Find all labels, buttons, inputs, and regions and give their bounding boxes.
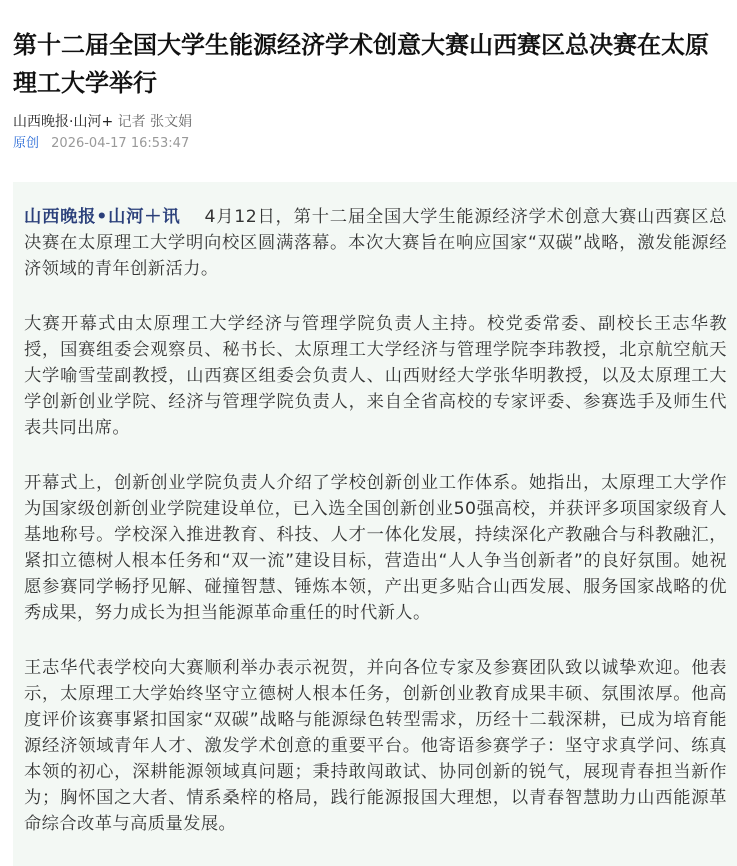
article-body xyxy=(13,182,737,866)
paragraph-2: 大赛开幕式由太原理工大学经济与管理学院负责人主持。校党委常委、副校长王志华教授，国赛组委会观察员、秘书长、太原理工大学经济与管理学院李玮教授，北京航空航天大学喻雪莹副教授，山西赛区组委会负责人、山西财经大学张华明教授，以及太原理工大学创新创业学院、经济与管理学院负责人，来自全省高校的专家评委、参赛选手及师生代表共同出席。 xyxy=(24,314,727,438)
lead-source: 山西晚报•山河＋讯 xyxy=(24,207,181,227)
article-title: 第十二届全国大学生能源经济学术创意大赛山西赛区总决赛在太原理工大学举行 xyxy=(13,31,709,97)
source-name[interactable]: 山西晚报·山河+ xyxy=(13,114,114,130)
paragraph-1-text: 4月12日，第十二届全国大学生能源经济学术创意大赛山西赛区总决赛在太原理工大学明向校区圆满落幕。本次大赛旨在响应国家“双碳”战略，激发能源经济领域的青年创新活力。 xyxy=(24,207,727,279)
article-meta xyxy=(13,134,189,154)
paragraph-3: 开幕式上，创新创业学院负责人介绍了学校创新创业工作体系。她指出，太原理工大学作为国家级创新创业学院建设单位，已入选全国创新创业50强高校，并获评多项国家级育人基地称号。学校深入推进教育、科技、人才一体化发展，持续深化产教融合与科教融汇，紧扣立德树人根本任务和“双一流”建设目标，营造出“人人争当创新者”的良好氛围。她祝愿参赛同学畅抒见解、碰撞智慧、锤炼本领，产出更多贴合山西发展、服务国家战略的优秀成果，努力成长为担当能源革命重任的时代新人。 xyxy=(24,473,727,623)
publish-time: 2026-04-17 16:53:47 xyxy=(51,136,190,151)
original-tag: 原创 xyxy=(13,136,40,151)
paragraph-1 xyxy=(24,204,727,282)
reporter-name: 记者 张文娟 xyxy=(117,114,193,130)
paragraph-4: 王志华代表学校向大赛顺利举办表示祝贺，并向各位专家及参赛团队致以诚挚欢迎。他表示，太原理工大学始终坚守立德树人根本任务，创新创业教育成果丰硕、氛围浓厚。他高度评价该赛事紧扣国家“双碳”战略与能源绿色转型需求，历经十二载深耕，已成为培育能源经济领域青年人才、激发学术创意的重要平台。他寄语参赛学子：坚守求真学问、练真本领的初心，深耕能源领域真问题；秉持敢闯敢试、协同创新的锐气，展现青春担当新作为；胸怀国之大者、情系桑梓的格局，践行能源报国大理想，以青春智慧助力山西能源革命综合改革与高质量发展。 xyxy=(24,658,727,834)
byline xyxy=(13,112,192,132)
